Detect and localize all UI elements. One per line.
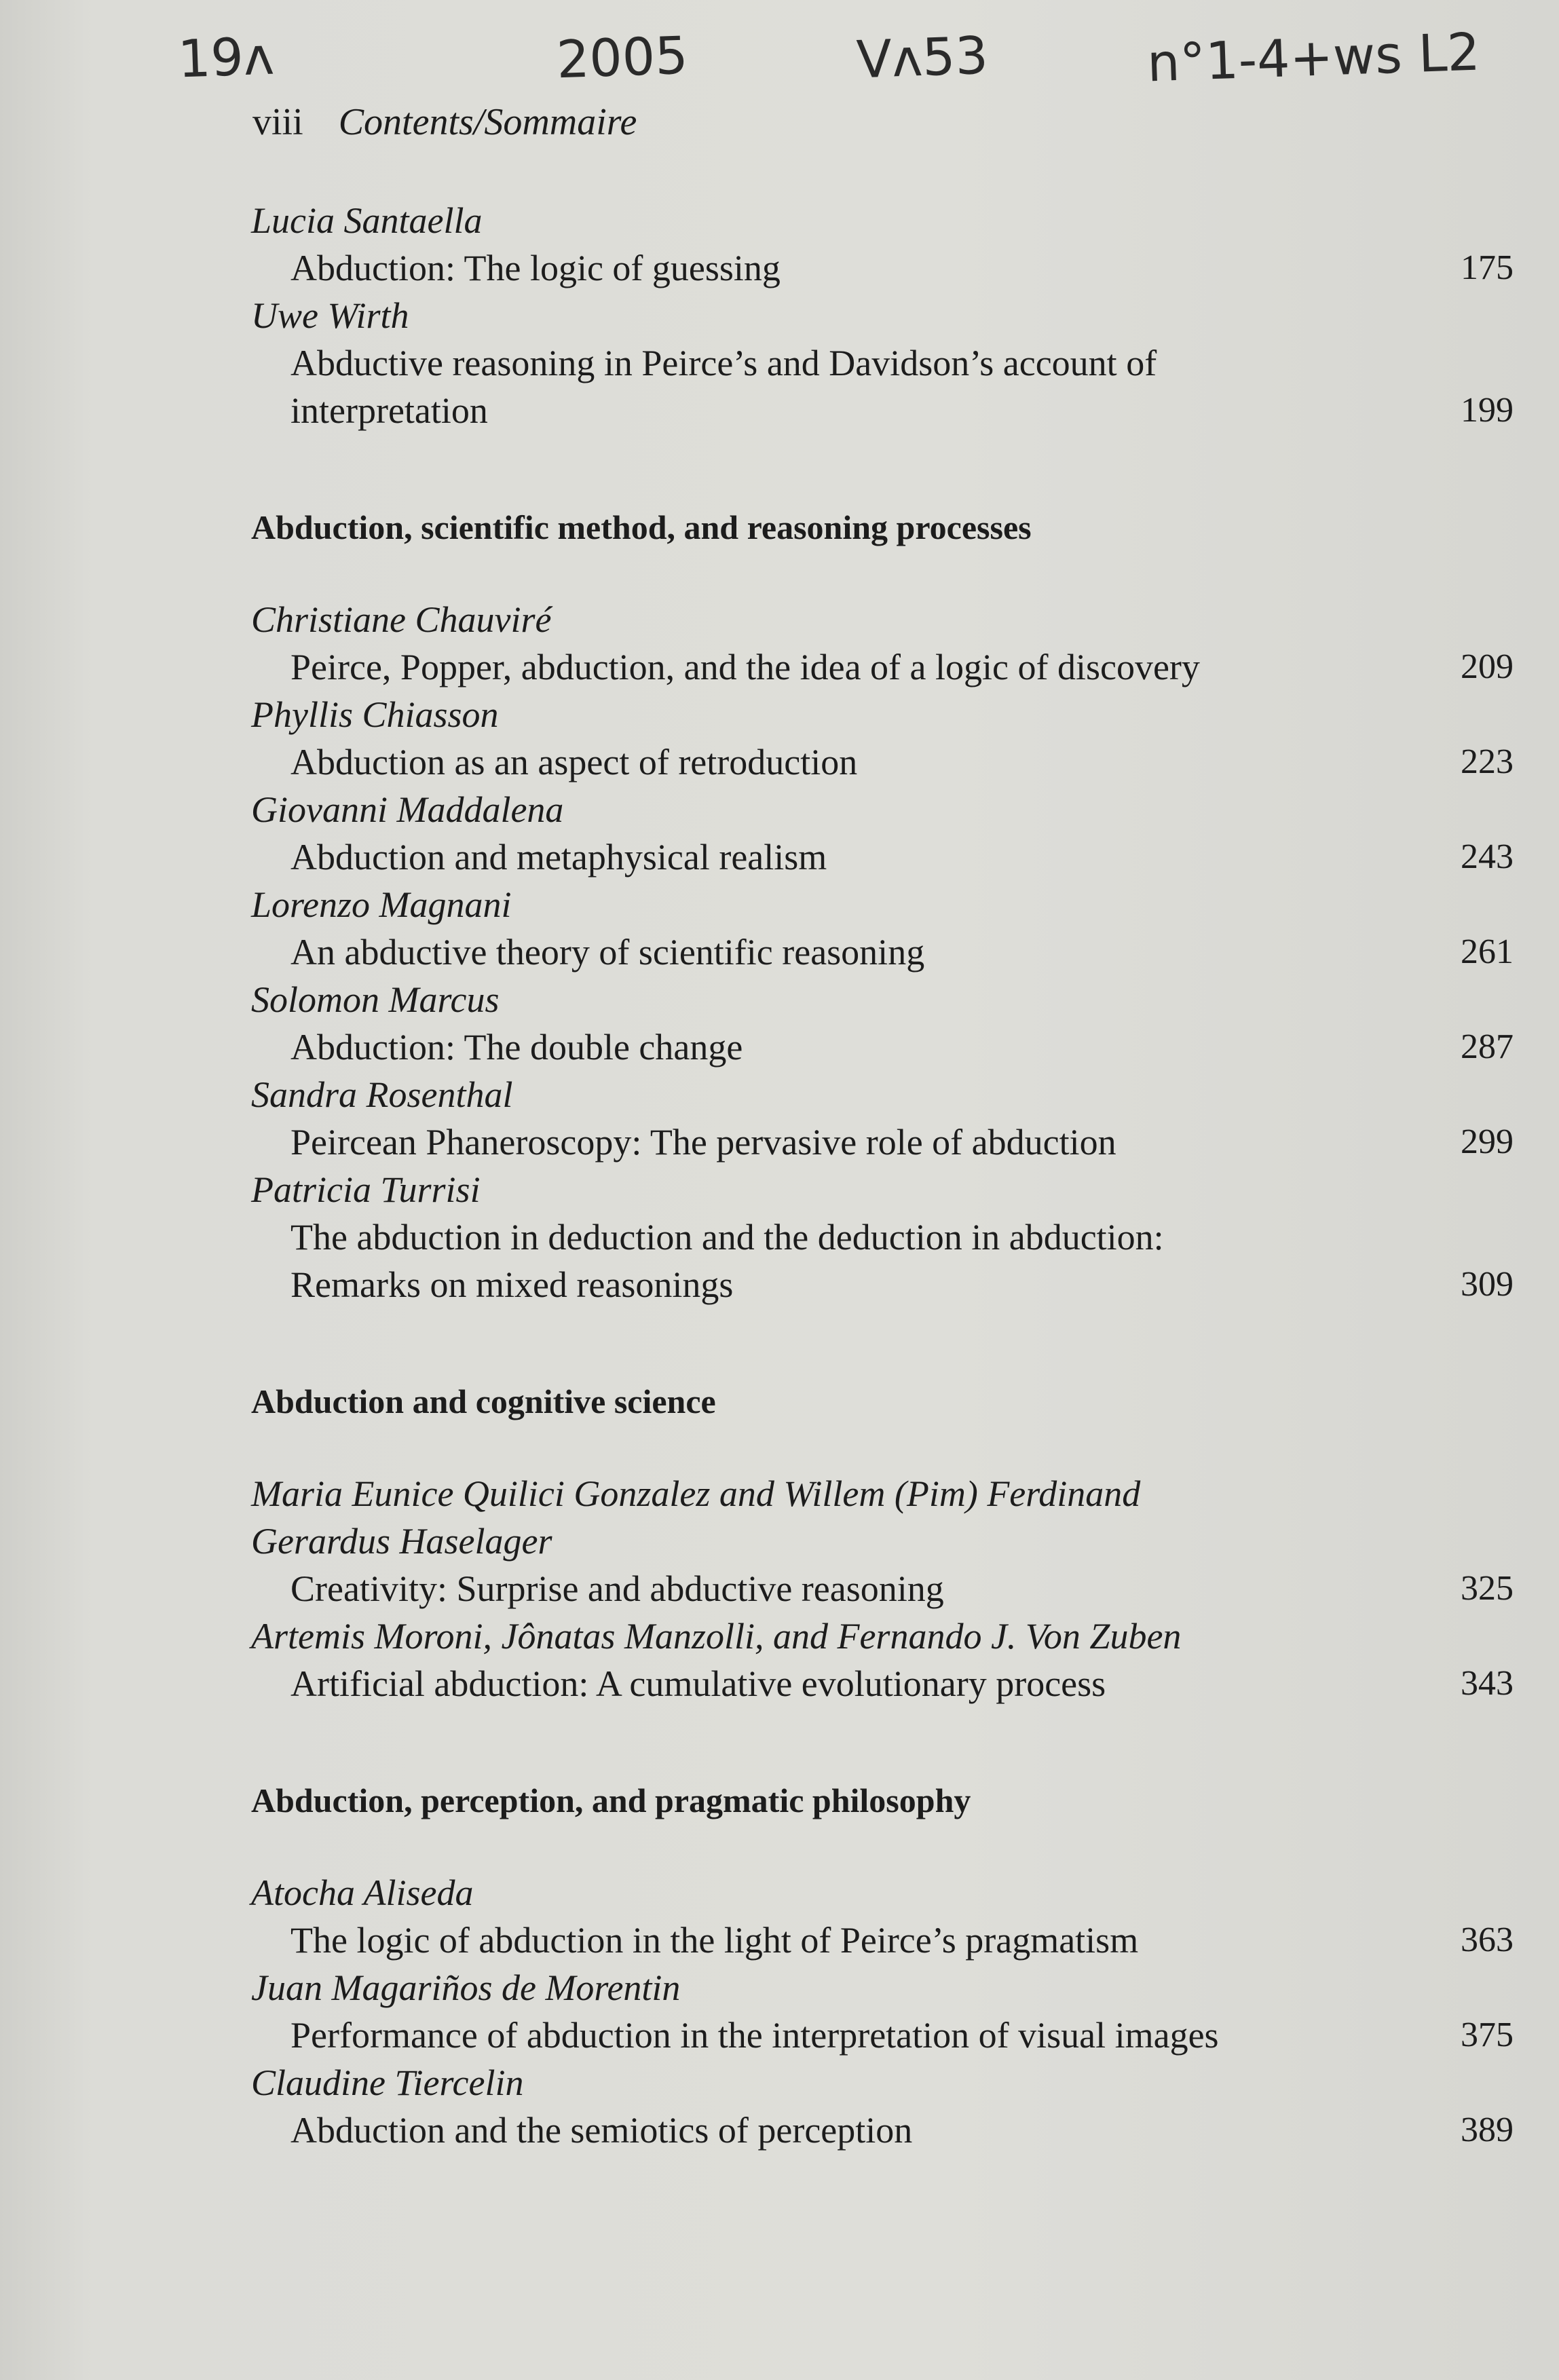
entry-author: Artemis Moroni, Jônatas Manzolli, and Fernando J. Von Zuben <box>251 1616 1182 1657</box>
entry-title-line: interpretation <box>290 390 488 431</box>
entry-author-continued: Gerardus Haselager <box>251 1521 552 1562</box>
entry-page-number: 223 <box>1461 742 1514 781</box>
entry-title-line: Peirce, Popper, abduction, and the idea of a logic of discovery <box>290 647 1200 687</box>
entry-title <box>251 1660 1514 1707</box>
entry-page-number: 199 <box>1461 391 1514 430</box>
toc-entry <box>251 1071 1514 1166</box>
entry-title <box>251 833 1514 881</box>
entry-author: Juan Magariños de Morentin <box>251 1967 681 2008</box>
entry-title <box>251 2107 1514 2154</box>
running-head-title: Contents/Sommaire <box>338 101 637 143</box>
entry-title <box>251 1565 1514 1612</box>
entry-title <box>251 1213 1514 1308</box>
entry-title <box>251 244 1514 292</box>
toc-entry <box>251 596 1514 691</box>
entry-author: Lorenzo Magnani <box>251 884 512 925</box>
toc-entry <box>251 1612 1514 1707</box>
handwritten-note: n°1-4+ws L2 <box>1146 21 1481 94</box>
entry-title-line: Artificial abduction: A cumulative evolutionary process <box>290 1663 1106 1704</box>
entry-page-number: 325 <box>1461 1569 1514 1608</box>
entry-page-number: 299 <box>1461 1122 1514 1161</box>
entry-page-number: 375 <box>1461 2016 1514 2054</box>
entry-title <box>251 928 1514 976</box>
toc-entry <box>251 1470 1514 1612</box>
entry-author: Uwe Wirth <box>251 295 409 336</box>
entry-page-number: 389 <box>1461 2111 1514 2149</box>
entry-title-line: Abduction: The double change <box>290 1027 743 1068</box>
entry-author: Christiane Chauviré <box>251 599 552 640</box>
toc-entry <box>251 691 1514 786</box>
entry-title-line: Creativity: Surprise and abductive reasoning <box>290 1568 944 1609</box>
entry-title-line: Abduction as an aspect of retroduction <box>290 742 858 782</box>
entry-author: Lucia Santaella <box>251 200 483 241</box>
section-heading: Abduction, scientific method, and reasoning processes <box>251 508 1032 546</box>
entry-title-line: The abduction in deduction and the deduction in abduction: <box>290 1217 1164 1258</box>
handwritten-annotations <box>0 21 1559 122</box>
entry-title-line: An abductive theory of scientific reasoning <box>290 932 925 972</box>
running-head <box>252 100 637 144</box>
entry-title <box>251 1118 1514 1166</box>
entry-title <box>251 339 1514 434</box>
entry-author: Maria Eunice Quilici Gonzalez and Willem (Pim) Ferdinand <box>251 1473 1141 1514</box>
entry-title <box>251 2011 1514 2059</box>
entry-title-line: Abduction and metaphysical realism <box>290 837 827 877</box>
table-of-contents <box>251 197 1514 2154</box>
entry-author: Claudine Tiercelin <box>251 2062 524 2103</box>
entry-title-line: Abduction: The logic of guessing <box>290 248 781 288</box>
toc-entry <box>251 197 1514 292</box>
entry-title-line: The logic of abduction in the light of Peirce’s pragmatism <box>290 1920 1139 1961</box>
entry-author: Patricia Turrisi <box>251 1169 481 1210</box>
toc-entry <box>251 292 1514 434</box>
entry-page-number: 209 <box>1461 647 1514 686</box>
entry-page-number: 343 <box>1461 1664 1514 1703</box>
entry-page-number: 243 <box>1461 837 1514 876</box>
toc-entry <box>251 1964 1514 2059</box>
entry-title <box>251 643 1514 691</box>
entry-title-line: Abductive reasoning in Peirce’s and Davidson’s account of <box>290 343 1157 383</box>
entry-title-line: Abduction and the semiotics of perception <box>290 2110 913 2151</box>
entry-author: Solomon Marcus <box>251 979 500 1020</box>
handwritten-note: 2005 <box>555 24 689 90</box>
toc-entry <box>251 1166 1514 1308</box>
handwritten-note: Vʌ53 <box>855 24 990 90</box>
entry-page-number: 287 <box>1461 1027 1514 1066</box>
entry-author: Atocha Aliseda <box>251 1872 474 1913</box>
entry-author: Giovanni Maddalena <box>251 789 564 830</box>
entry-author: Phyllis Chiasson <box>251 694 499 735</box>
entry-title <box>251 1023 1514 1071</box>
entry-page-number: 175 <box>1461 248 1514 287</box>
entry-title <box>251 1916 1514 1964</box>
entry-page-number: 261 <box>1461 932 1514 971</box>
entry-page-number: 363 <box>1461 1921 1514 1959</box>
entry-title-line: Remarks on mixed reasonings <box>290 1264 734 1305</box>
handwritten-note: 19ʌ <box>176 25 276 90</box>
entry-page-number: 309 <box>1461 1265 1514 1304</box>
toc-entry <box>251 2059 1514 2154</box>
entry-title-line: Peircean Phaneroscopy: The pervasive role of abduction <box>290 1122 1116 1163</box>
entry-title <box>251 738 1514 786</box>
toc-entry <box>251 1869 1514 1964</box>
toc-entry <box>251 786 1514 881</box>
toc-entry <box>251 976 1514 1071</box>
entry-author: Sandra Rosenthal <box>251 1074 513 1115</box>
section-heading: Abduction and cognitive science <box>251 1382 716 1420</box>
toc-entry <box>251 881 1514 976</box>
entry-title-line: Performance of abduction in the interpretation of visual images <box>290 2015 1219 2056</box>
section-heading: Abduction, perception, and pragmatic philosophy <box>251 1781 971 1819</box>
running-head-page-number: viii <box>252 101 303 143</box>
